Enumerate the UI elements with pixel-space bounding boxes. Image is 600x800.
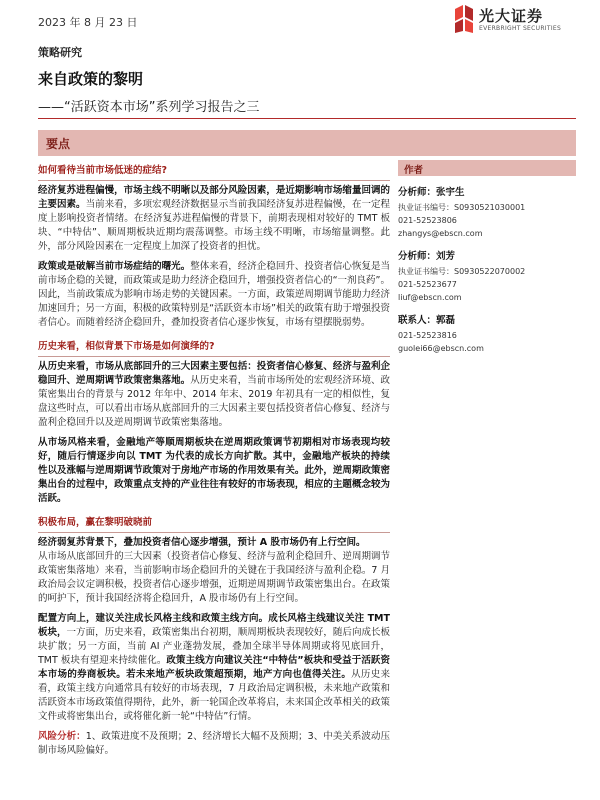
section-heading: 历史来看，相似背景下市场是如何演绎的? bbox=[38, 336, 390, 357]
paragraph-lead: 经济弱复苏背景下，叠加投资者信心逐步增强，预计 A 股市场仍有上行空间。 bbox=[38, 537, 366, 548]
analyst-card bbox=[398, 186, 576, 240]
paragraph bbox=[38, 436, 390, 506]
logo-name-cn: 光大证券 bbox=[479, 7, 544, 25]
main-column bbox=[38, 160, 390, 758]
company-logo bbox=[453, 5, 575, 35]
analyst-card bbox=[398, 250, 576, 304]
paragraph bbox=[38, 612, 390, 724]
paragraph-body: 整体来看，经济企稳回升、投资者信心恢复是当前市场企稳的关键，而政策或是助力经济企稳回升，增强投资者信心的“一剂良药”。因此，当前政策成为影响市场走势的关键因素。一方面，政策逆周期调节能助力经济加速回升；另一方面，积极的政策特别是“活跃资本市场”相关的政策有助于增强投资者信心。而随着经济企稳回升，叠加投资者信心逐步恢复，市场有望摆脱弱势。 bbox=[38, 261, 390, 328]
paragraph-lead: 从历史来看，市场从底部回升的三大因素主要包括：投资者信心修复、经济与盈利企稳回升、逆周期调节政策密集落地。 bbox=[38, 361, 390, 386]
contact-name: 联系人：郭磊 bbox=[398, 315, 456, 326]
risk-analysis bbox=[38, 730, 390, 758]
paragraph-lead: 政策主线方向建议关注“中特估”板块和受益于活跃资本市场的券商板块。若未来地产板块政策超预期，地产方向也值得关注。 bbox=[38, 655, 390, 680]
title-divider bbox=[38, 118, 576, 119]
paragraph-body: 从历史来看，当前市场所处的宏观经济环境、政策密集出台的背景与 2012 年年中、2014 年末、2019 年初具有一定的相似性，复盘这些时点，可以看出市场从底部回升的三大因素主要包括投资者信心修复、经济与盈利企稳回升以及逆周期调节政策密集落地。 bbox=[38, 375, 390, 428]
paragraph-lead: 配置方向上，建议关注成长风格主线和政策主线方向。成长风格主线建议关注 TMT 板块， bbox=[38, 613, 390, 638]
paragraph-body: 当前来看，多项宏观经济数据显示当前我国经济复苏进程偏慢，在一定程度上影响投资者情绪。在经济复苏进程偏慢的背景下，前期表现相对较好的 TMT 板块、“中特估”、顺周期板块近期均震荡调整。市场主线不明晰，市场缩量调整。此外，部分风险因素在一定程度上加深了投资者的担忧。 bbox=[38, 199, 390, 252]
risk-label: 风险分析： bbox=[38, 731, 86, 742]
paragraph bbox=[38, 536, 390, 606]
contact-card bbox=[398, 314, 576, 355]
section-heading: 积极布局，赢在黎明破晓前 bbox=[38, 512, 390, 533]
logo-mark-icon bbox=[453, 5, 475, 33]
report-title: 来自政策的黎明 bbox=[38, 70, 144, 88]
analyst-cert: 执业证书编号：S0930521030001 bbox=[398, 203, 526, 212]
author-sidebar bbox=[398, 160, 576, 355]
logo-name-en: EVERBRIGHT SECURITIES bbox=[479, 25, 562, 32]
paragraph-body: 从市场从底部回升的三大因素（投资者信心修复、经济与盈利企稳回升、逆周期调节政策密集落地）来看，当前影响市场企稳回升的关键在于我国经济与盈利企稳。7 月政治局会议定调积极，投资者信心逐步增强，近期逆周期调节政策密集出台。在政策的呵护下，预计我国经济将企稳回升，A 股市场仍有上行空间。 bbox=[38, 551, 390, 604]
analyst-name: 分析师：张宇生 bbox=[398, 187, 465, 198]
contact-email[interactable]: guolei66@ebscn.com bbox=[398, 344, 484, 353]
paragraph bbox=[38, 184, 390, 254]
report-date: 2023 年 8 月 23 日 bbox=[38, 16, 138, 29]
analyst-name: 分析师：刘芳 bbox=[398, 251, 456, 262]
paragraph-body: 一方面，历史来看，政策密集出台初期，顺周期板块表现较好，随后向成长板块扩散；另一方面，当前 AI 产业蓬勃发展，叠加全球半导体周期或将见底回升，TMT 板块有望迎来持续催化。 bbox=[38, 627, 390, 666]
sidebar-heading: 作者 bbox=[398, 160, 576, 176]
paragraph-lead: 经济复苏进程偏慢，市场主线不明晰以及部分风险因素，是近期影响市场缩量回调的主要因素。 bbox=[38, 185, 390, 210]
report-category: 策略研究 bbox=[38, 46, 82, 59]
paragraph bbox=[38, 360, 390, 430]
analyst-phone: 021-52523806 bbox=[398, 216, 457, 225]
section-heading: 如何看待当前市场低迷的症结? bbox=[38, 160, 390, 181]
analyst-email[interactable]: zhangys@ebscn.com bbox=[398, 229, 483, 238]
summary-label: 要点 bbox=[46, 137, 71, 151]
analyst-cert: 执业证书编号：S0930522070002 bbox=[398, 267, 526, 276]
analyst-phone: 021-52523677 bbox=[398, 280, 457, 289]
analyst-email[interactable]: liuf@ebscn.com bbox=[398, 293, 462, 302]
paragraph-lead: 从市场风格来看，金融地产等顺周期板块在逆周期政策调节初期相对市场表现均较好，随后行情逐步向以 TMT 为代表的成长方向扩散。其中，金融地产板块的持续性以及涨幅与逆周期调节政策对于房地产市场的作用效果有关。此外，逆周期政策密集出台的过程中，政策重点支持的产业往往有较好的市场表现，相应的主题概念较为活跃。 bbox=[38, 437, 390, 504]
summary-header bbox=[38, 130, 576, 156]
risk-text: 1、政策进度不及预期；2、经济增长大幅不及预期；3、中美关系波动压制市场风险偏好。 bbox=[38, 731, 390, 756]
contact-phone: 021-52523816 bbox=[398, 331, 457, 340]
paragraph-body: 从历史来看，政策主线方向通常具有较好的市场表现，7 月政治局定调积极，未来地产政策和活跃资本市场政策值得期待，此外，新一轮国企改革将启，未来国企改革相关的政策文件或将密集出台，或将催化新一轮“中特估”行情。 bbox=[38, 669, 390, 722]
paragraph-lead: 政策或是破解当前市场症结的曙光。 bbox=[38, 261, 191, 272]
report-subtitle: ——“活跃资本市场”系列学习报告之三 bbox=[38, 100, 260, 115]
paragraph bbox=[38, 260, 390, 330]
